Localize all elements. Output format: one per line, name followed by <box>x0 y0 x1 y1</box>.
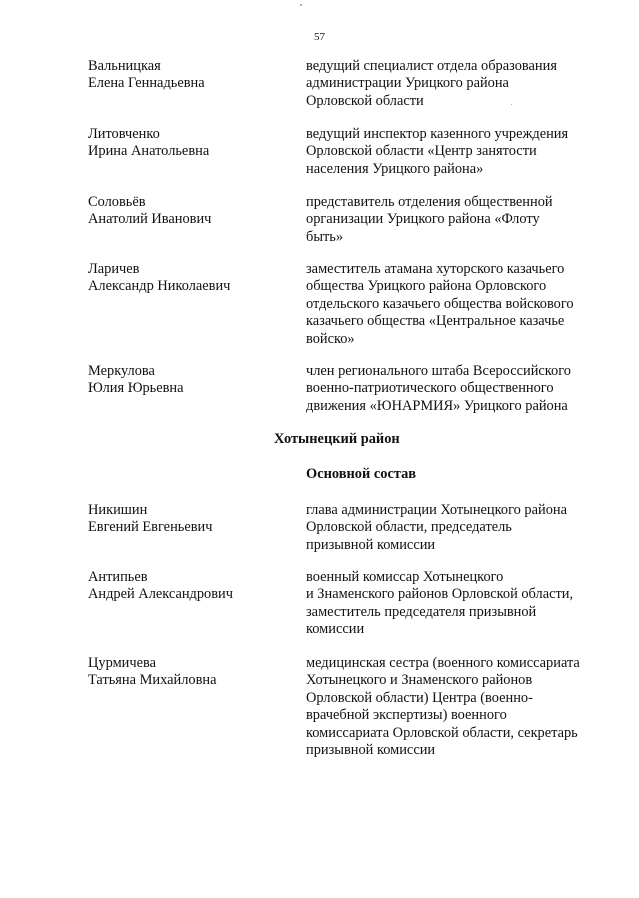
position-line: представитель отделения общественной <box>306 194 553 210</box>
position-line: войско» <box>306 330 355 347</box>
member-given-names: Евгений Евгеньевич <box>88 519 213 536</box>
member-given-names: Александр Николаевич <box>88 278 231 295</box>
member-surname: Антипьев <box>88 569 148 585</box>
position-line: казачьего общества «Центральное казачье <box>306 313 565 330</box>
position-line: и Знаменского районов Орловской области, <box>306 586 574 603</box>
position-line: организации Урицкого района «Флоту <box>306 211 540 228</box>
position-line: Орловской области, председатель <box>306 519 512 536</box>
position-line: ведущий инспектор казенного учреждения <box>306 126 569 142</box>
member-given-names: Елена Геннадьевна <box>88 75 205 92</box>
scan-speck <box>300 4 302 6</box>
member-name <box>88 58 288 93</box>
page-number: 57 <box>314 31 325 43</box>
member-given-names: Ирина Анатольевна <box>88 143 210 160</box>
member-position <box>306 363 606 415</box>
position-line: Орловской области) Центра (военно- <box>306 689 533 706</box>
member-surname: Ларичев <box>88 261 140 277</box>
member-position <box>306 502 606 554</box>
position-line: Орловской области «Центр занятости <box>306 143 537 160</box>
position-line: движения «ЮНАРМИЯ» Урицкого района <box>306 397 568 414</box>
member-given-names: Татьяна Михайловна <box>88 672 217 689</box>
member-position <box>306 58 606 110</box>
position-line: быть» <box>306 228 344 245</box>
member-name <box>88 655 288 690</box>
member-given-names: Юлия Юрьевна <box>88 380 184 397</box>
member-position <box>306 655 606 759</box>
position-line: отдельского казачьего общества войскового <box>306 295 574 312</box>
position-line: администрации Урицкого района <box>306 75 509 92</box>
member-name <box>88 569 288 604</box>
member-position <box>306 194 606 246</box>
member-position <box>306 126 606 178</box>
position-line: заместитель атамана хуторского казачьего <box>306 261 565 277</box>
position-line: военно-патриотического общественного <box>306 380 554 397</box>
member-name <box>88 502 288 537</box>
member-surname: Никишин <box>88 502 148 518</box>
composition-heading: Основной состав <box>306 466 417 482</box>
member-surname: Цурмичева <box>88 655 156 671</box>
position-line: населения Урицкого района» <box>306 160 484 177</box>
member-name <box>88 126 288 161</box>
position-line: заместитель председателя призывной <box>306 603 537 620</box>
member-surname: Соловьёв <box>88 194 146 210</box>
member-name <box>88 363 288 398</box>
member-position <box>306 569 606 639</box>
member-position <box>306 261 606 348</box>
position-line: Орловской области <box>306 92 424 109</box>
member-name <box>88 194 288 229</box>
position-line: глава администрации Хотынецкого района <box>306 502 567 518</box>
position-line: врачебной экспертизы) военного <box>306 707 507 724</box>
position-line: медицинская сестра (военного комиссариата <box>306 655 580 671</box>
position-line: призывной комиссии <box>306 536 436 553</box>
position-line: Хотынецкого и Знаменского районов <box>306 672 533 689</box>
member-surname: Литовченко <box>88 126 160 142</box>
position-line: военный комиссар Хотынецкого <box>306 569 504 585</box>
position-line: призывной комиссии <box>306 742 436 759</box>
member-surname: Меркулова <box>88 363 155 379</box>
member-surname: Вальницкая <box>88 58 161 74</box>
position-line: ведущий специалист отдела образования <box>306 58 557 74</box>
position-line: общества Урицкого района Орловского <box>306 278 547 295</box>
member-name <box>88 261 288 296</box>
position-line: член регионального штаба Всероссийского <box>306 363 571 379</box>
member-given-names: Анатолий Иванович <box>88 211 212 228</box>
position-line: комиссии <box>306 621 365 638</box>
district-heading: Хотынецкий район <box>274 431 400 447</box>
member-given-names: Андрей Александрович <box>88 586 233 603</box>
position-line: комиссариата Орловской области, секретарь <box>306 724 578 741</box>
